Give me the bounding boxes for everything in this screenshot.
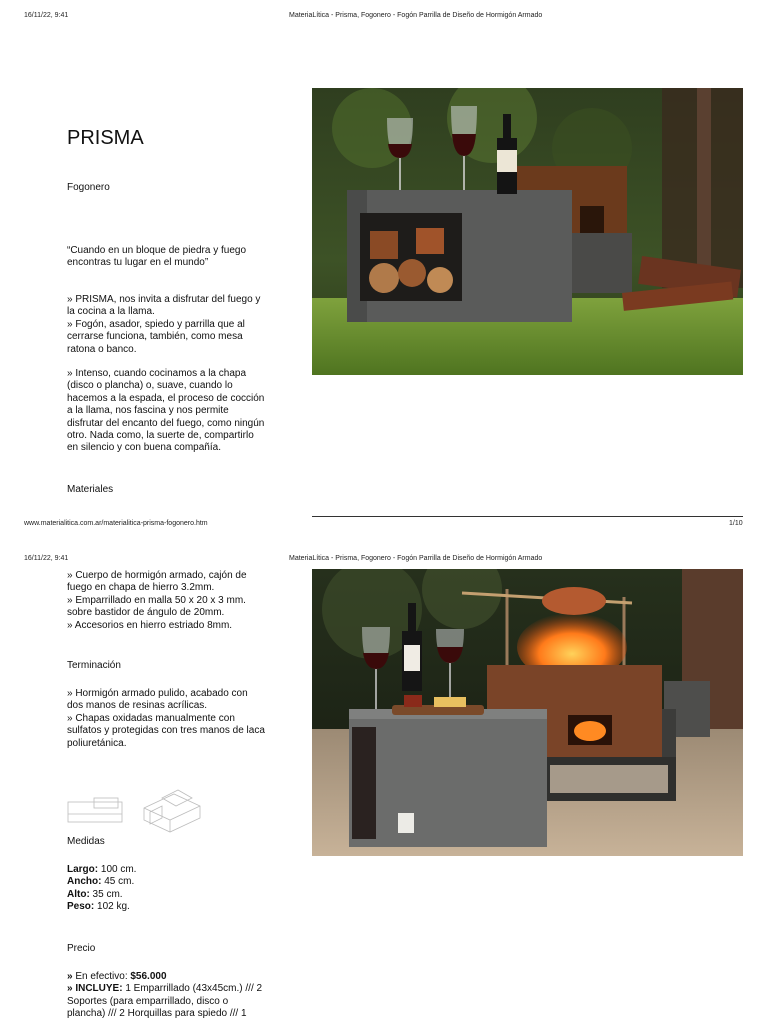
measure-row xyxy=(67,876,282,888)
product-photo-fire xyxy=(312,569,743,856)
text-line: Soportes (para emparrillado, disco o xyxy=(67,995,229,1007)
text-line: » Accesorios en hierro estriado 8mm. xyxy=(67,619,233,631)
header-document-title: MateriaLítica - Prisma, Fogonero - Fogón Parrilla de Diseño de Hormigón Armado xyxy=(289,555,543,562)
price-line xyxy=(67,971,282,983)
text-line: cerrarse funciona, también, como mesa xyxy=(67,331,243,343)
bullet: » xyxy=(67,971,76,982)
product-photo-garden xyxy=(312,88,743,375)
measures-list xyxy=(67,864,282,914)
text-line: hacemos a la espada, el proceso de cocción xyxy=(67,392,265,404)
measure-label: Peso: xyxy=(67,901,95,913)
text-line: otro. Nada como, la suerte de, compartirlo xyxy=(67,430,254,442)
text-line: ratona o banco. xyxy=(67,343,137,355)
materials-heading: Materiales xyxy=(67,484,114,495)
materials-list xyxy=(67,570,282,632)
text-line: (disco o plancha) o, suave, cuando lo xyxy=(67,380,233,392)
includes-label: » INCLUYE: xyxy=(67,983,123,995)
text-line: » PRISMA, nos invita a disfrutar del fuego y xyxy=(67,294,261,305)
quote xyxy=(67,245,282,270)
measure-label: Largo: xyxy=(67,864,99,875)
text-line: » Emparrillado en malla 50 x 20 x 3 mm. xyxy=(67,594,246,606)
text-line: plancha) /// 2 Horquillas para spiedo /// 1 xyxy=(67,1008,247,1020)
finish-heading: Terminación xyxy=(67,660,121,671)
includes-text: 1 Emparrillado (43x45cm.) /// 2 xyxy=(122,983,263,995)
description-paragraph xyxy=(67,368,282,455)
text-line: la cocina a la llama. xyxy=(67,306,155,318)
quote-line: “Cuando en un bloque de piedra y fuego xyxy=(67,245,247,256)
text-line: fuego en chapa de hierro 3.2mm. xyxy=(67,582,215,594)
includes-line xyxy=(67,983,282,995)
price-value: $56.000 xyxy=(130,971,167,982)
measure-value: 35 cm. xyxy=(89,888,123,900)
text-line: sulfatos y protegidas con tres manos de laca xyxy=(67,725,265,737)
text-line: » Intenso, cuando cocinamos a la chapa xyxy=(67,368,247,379)
text-line: poliuretánica. xyxy=(67,737,127,749)
text-line: » Fogón, asador, spiedo y parrilla que al xyxy=(67,318,245,330)
quote-line: encontras tu lugar en el mundo” xyxy=(67,257,209,269)
text-line: a la llama, nos fascina y nos permite xyxy=(67,405,229,417)
price-details xyxy=(67,971,282,1021)
product-line-drawing-icon xyxy=(66,778,211,836)
header-datetime: 16/11/22, 9:41 xyxy=(24,12,69,19)
header-document-title: MateriaLítica - Prisma, Fogonero - Fogón Parrilla de Diseño de Hormigón Armado xyxy=(289,12,543,19)
measure-value: 102 kg. xyxy=(94,901,130,913)
measure-row xyxy=(67,864,282,876)
measure-row xyxy=(67,889,282,901)
text-line: en silencio y con buena compañía. xyxy=(67,442,221,454)
finish-list xyxy=(67,688,282,750)
measure-row xyxy=(67,901,282,913)
subtitle: Fogonero xyxy=(67,182,110,193)
text-line: dos manos de resinas acrílicas. xyxy=(67,700,208,712)
page-title: PRISMA xyxy=(67,127,144,149)
measure-value: 100 cm. xyxy=(98,864,137,875)
text-line: » Cuerpo de hormigón armado, cajón de xyxy=(67,570,247,581)
measures-heading: Medidas xyxy=(67,836,105,847)
footer-page-number: 1/10 xyxy=(729,520,743,527)
text-line: sobre bastidor de ángulo de 20mm. xyxy=(67,607,225,619)
footer-url: www.materialitica.com.ar/materialitica-prisma-fogonero.htm xyxy=(24,520,208,527)
measure-value: 45 cm. xyxy=(101,876,135,888)
page-divider xyxy=(312,516,743,517)
text-line: » Hormigón armado pulido, acabado con xyxy=(67,688,248,699)
measure-label: Alto: xyxy=(67,888,90,900)
header-datetime: 16/11/22, 9:41 xyxy=(24,555,69,562)
description-paragraph xyxy=(67,294,282,356)
price-label: En efectivo: xyxy=(75,971,131,982)
text-line: disfrutar del encanto del fuego, como ningún xyxy=(67,417,265,429)
text-line: » Chapas oxidadas manualmente con xyxy=(67,712,235,724)
price-heading: Precio xyxy=(67,943,96,954)
measure-label: Ancho: xyxy=(67,876,102,888)
